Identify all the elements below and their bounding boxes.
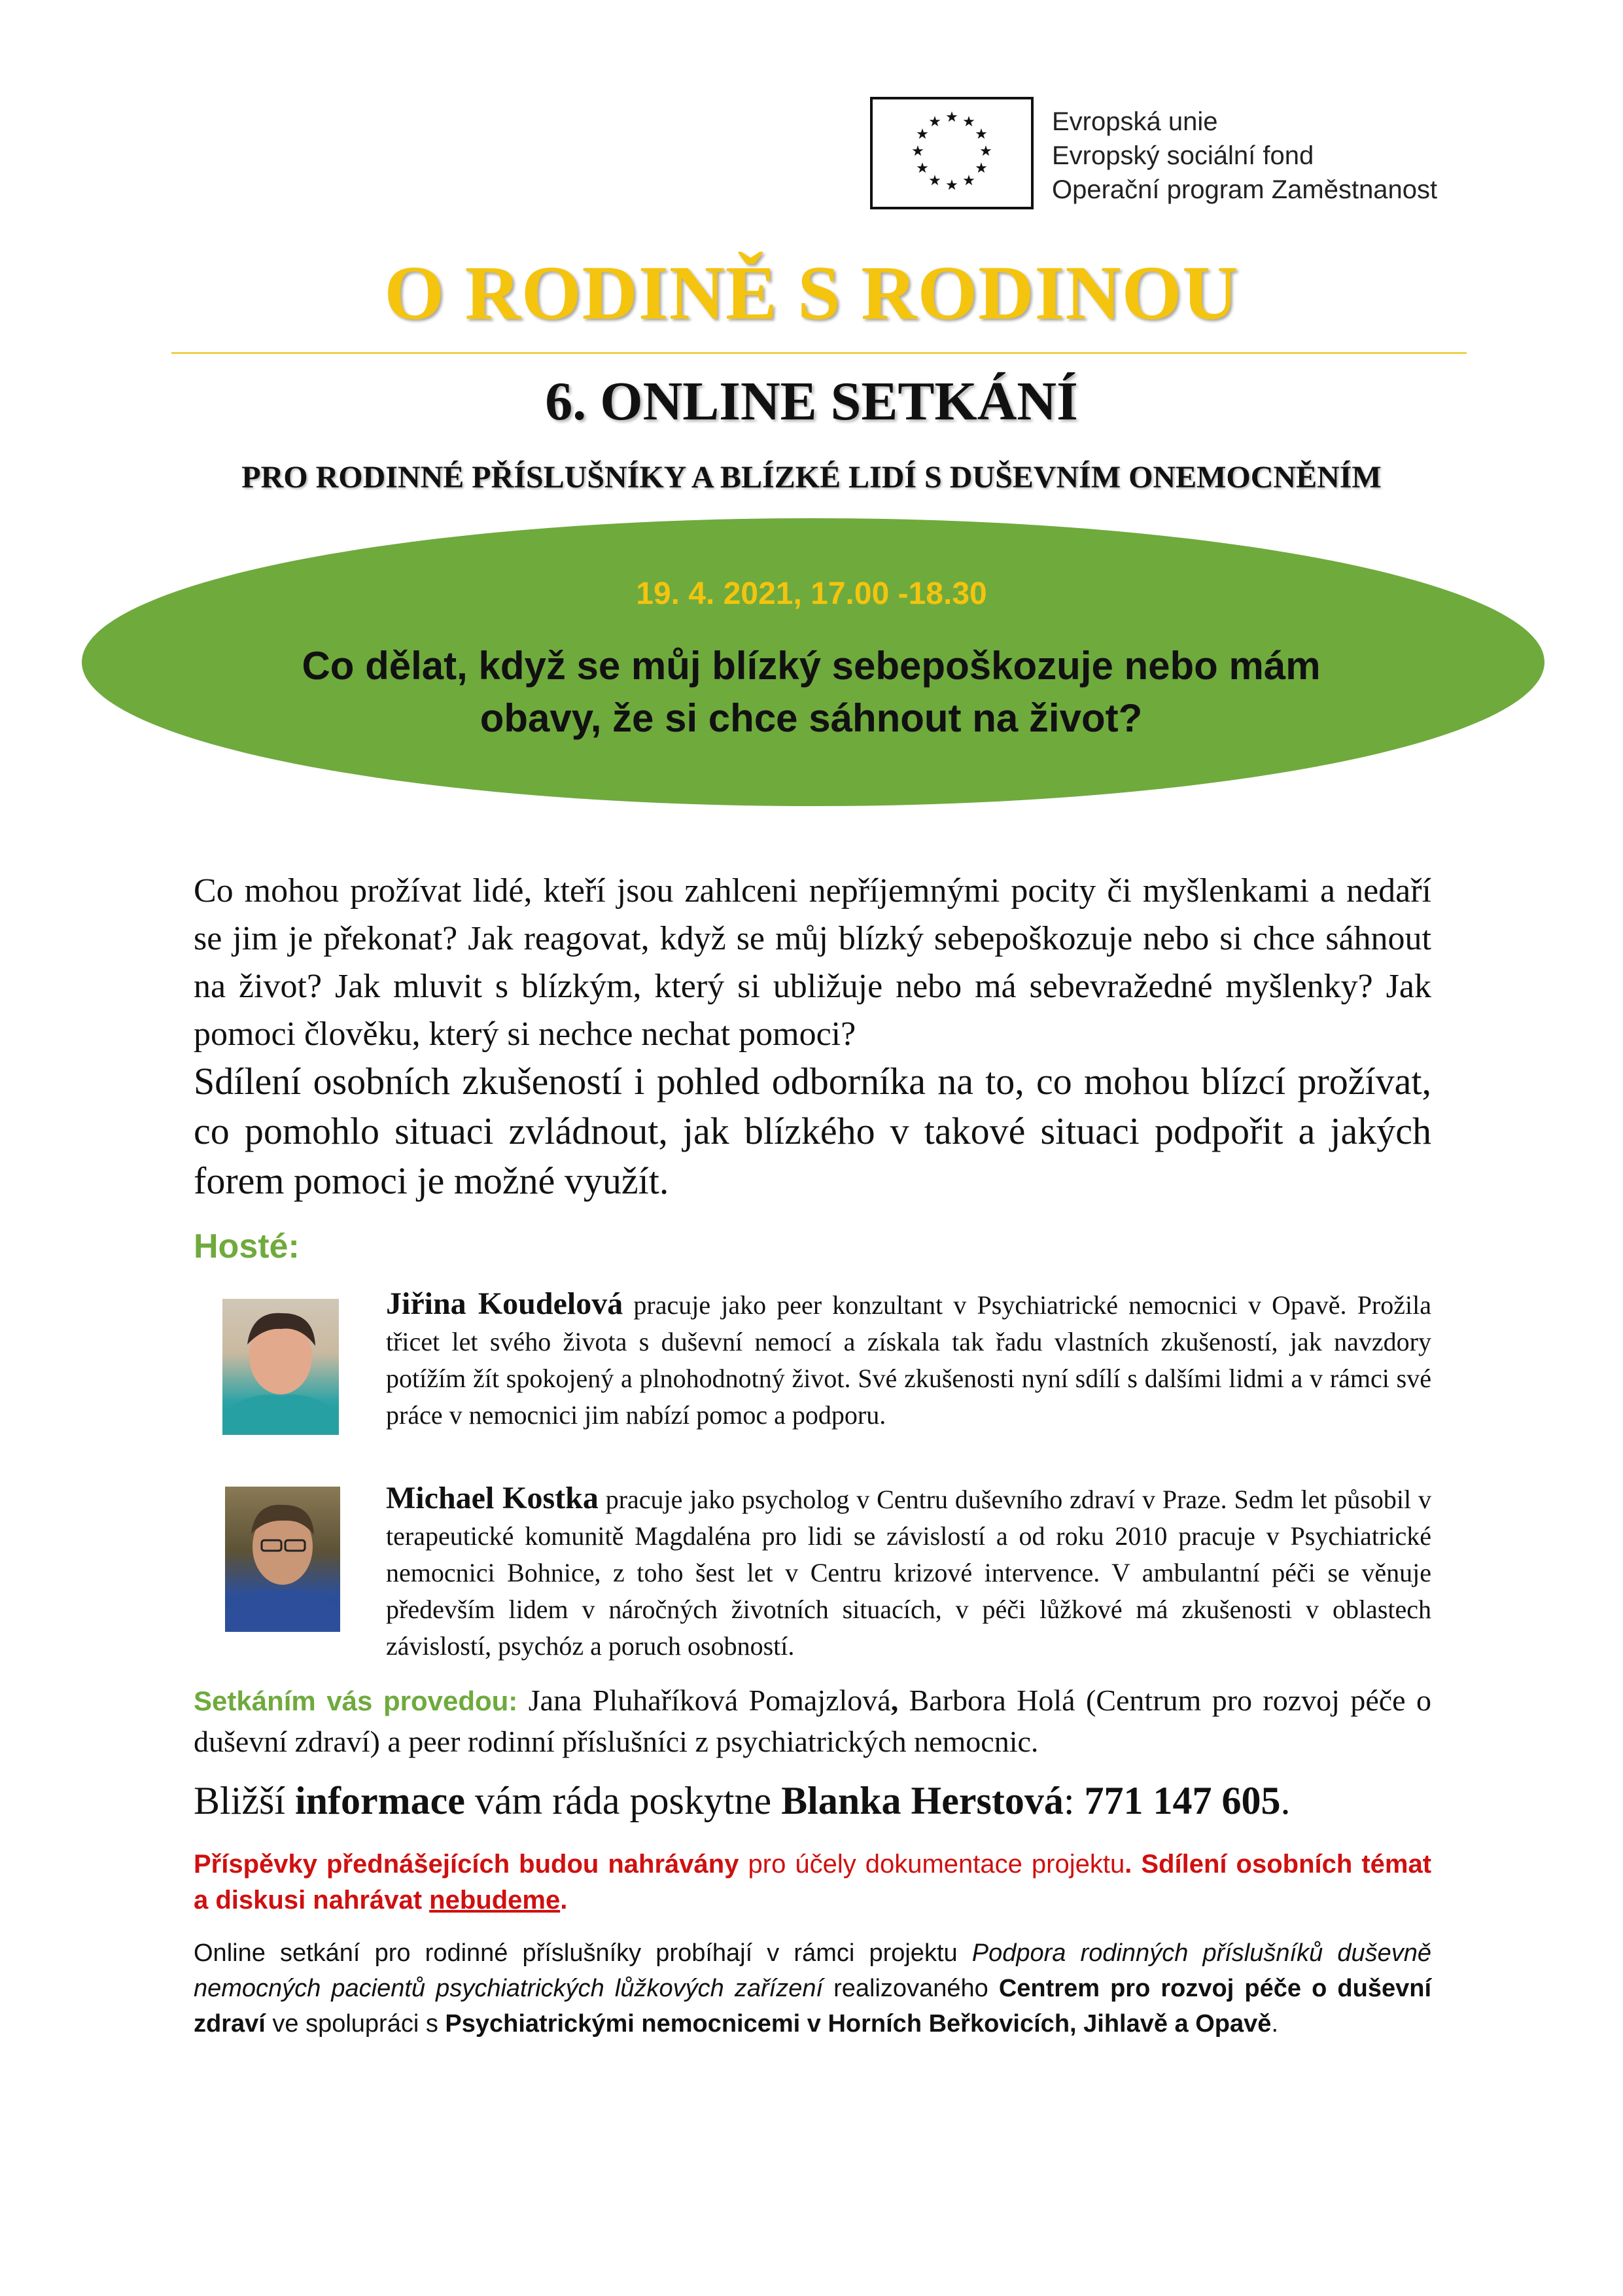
eu-line-3: Operační program Zaměstnanost <box>1052 175 1438 204</box>
recording-bold-2: . Sdílení osobních témat a diskusi nahrávat <box>194 1850 1432 1915</box>
intro-paragraph-2: Sdílení osobních zkušeností i pohled odborníka na to, co mohou blízcí prožívat, co pomohlo situaci zvládnout, jak blízkého v takové situaci podpořit a jakých forem pomoci je možné využít. <box>194 1060 1431 1202</box>
person-icon <box>222 1299 339 1435</box>
project-text-1: Online setkání pro rodinné příslušníky probíhají v rámci projektu <box>194 1939 972 1967</box>
project-organizer: Centrem pro rozvoj péče o duševní zdraví <box>194 1975 1432 2038</box>
guest-bio-2 <box>386 1480 1431 1665</box>
recording-underline: nebudeme <box>429 1886 561 1915</box>
contact-name: Blanka Herstová <box>781 1779 1064 1822</box>
facilitators-text-a: Jana Pluhaříková Pomajzlová <box>517 1684 891 1717</box>
recording-end: . <box>560 1886 568 1915</box>
svg-text:★: ★ <box>975 126 988 143</box>
svg-text:★: ★ <box>945 177 958 194</box>
svg-text:★: ★ <box>911 143 924 160</box>
info-label: informace <box>295 1779 465 1822</box>
recording-bold-1: Příspěvky přednášejících budou nahrávány <box>194 1850 739 1879</box>
facilitators-text-b: Barbora Holá (Centrum pro rozvoj péče o duševní zdraví) a peer rodinní příslušníci z psychiatrických nemocnic. <box>194 1684 1431 1758</box>
guests-heading: Hosté: <box>194 1227 300 1265</box>
contact-info <box>194 1778 1291 1824</box>
guest-name-1: Jiřina Koudelová <box>386 1286 623 1321</box>
facilitators-comma: , <box>890 1684 899 1717</box>
person-icon <box>225 1487 340 1632</box>
project-name: Podpora rodinných příslušníků duševně nemocných pacientů psychiatrických lůžkových zařízení <box>194 1939 1431 2002</box>
guest-bio-text-2: pracuje jako psycholog v Centru duševního zdraví v Praze. Sedm let působil v terapeutické komunitě Magdaléna pro lidi se závislostí a od roku 2010 pracuje v Psychiatrické nemocnici Bohnice, z toho šest let v Centru krizové intervence. V ambulantní péči se věnuje především lidem v náročných životních situacích, v péči lůžkové má zkušenosti v oblastech závislostí, psychóz a poruch osobností. <box>386 1485 1431 1661</box>
guest-name-2: Michael Kostka <box>386 1481 599 1515</box>
event-date: 19. 4. 2021, 17.00 -18.30 <box>636 576 987 611</box>
eu-logo-text <box>1052 105 1437 207</box>
project-note <box>194 1935 1431 2041</box>
project-text-2: realizovaného <box>823 1975 999 2002</box>
facilitators-label: Setkáním vás provedou: <box>194 1686 518 1716</box>
intro-paragraph-1: Co mohou prožívat lidé, kteří jsou zahlceni nepříjemnými pocity či myšlenkami a nedaří se jim je překonat? Jak reagovat, když se můj blízký sebepoškozuje nebo si chce sáhnout na život? Jak mluvit s blízkým, který si ubližuje nebo má sebevražedné myšlenky? Jak pomoci člověku, který si nechce nechat pomoci? <box>194 872 1431 1053</box>
svg-text:★: ★ <box>962 114 975 130</box>
recording-normal: pro účely dokumentace projektu <box>739 1850 1125 1879</box>
svg-text:★: ★ <box>928 173 941 189</box>
svg-text:★: ★ <box>975 160 988 177</box>
page-subtitle: 6. ONLINE SETKÁNÍ <box>545 371 1078 432</box>
event-topic: Co dělat, když se můj blízký sebepoškozuje nebo mám obavy, že si chce sáhnout na život? <box>302 644 1321 740</box>
contact-phone: 771 147 605 <box>1084 1779 1281 1822</box>
eu-flag-box <box>870 97 1034 209</box>
eu-line-1: Evropská unie <box>1052 107 1218 136</box>
svg-text:★: ★ <box>979 143 992 160</box>
guest-bio-1 <box>386 1286 1431 1434</box>
svg-text:★: ★ <box>916 160 929 177</box>
project-text-4: . <box>1271 2010 1278 2038</box>
eu-stars-icon <box>873 99 1031 207</box>
audience-heading: PRO RODINNÉ PŘÍSLUŠNÍKY A BLÍZKÉ LIDÍ S DUŠEVNÍM ONEMOCNĚNÍM <box>241 460 1382 495</box>
svg-text:★: ★ <box>962 173 975 189</box>
guest-photo-2 <box>225 1487 340 1632</box>
recording-notice <box>194 1846 1431 1918</box>
eu-logo <box>870 97 1438 212</box>
svg-text:★: ★ <box>945 109 958 126</box>
info-colon: : <box>1063 1779 1085 1822</box>
page-title: O RODINĚ S RODINOU <box>384 250 1239 336</box>
title-divider <box>171 352 1467 354</box>
svg-text:★: ★ <box>916 126 929 143</box>
info-mid: vám ráda poskytne <box>464 1779 782 1822</box>
facilitators-note <box>194 1680 1431 1762</box>
project-partners: Psychiatrickými nemocnicemi v Horních Beřkovicích, Jihlavě a Opavě <box>445 2010 1272 2038</box>
guest-bio-text-1: pracuje jako peer konzultant v Psychiatrické nemocnici v Opavě. Prožila třicet let svého života s duševní nemocí a získala tak řadu vlastních zkušeností, jak navzdory potížím žít spokojený a plnohodnotný život. Své zkušenosti nyní sdílí s dalšími lidmi a v rámci své práce v nemocnici jim nabízí pomoc a podporu. <box>386 1290 1431 1430</box>
svg-text:★: ★ <box>928 114 941 130</box>
info-end: . <box>1280 1779 1291 1822</box>
eu-line-2: Evropský sociální fond <box>1052 141 1314 170</box>
guest-photo-1 <box>222 1299 339 1435</box>
info-pre: Bližší <box>194 1779 296 1822</box>
project-text-3: ve spolupráci s <box>265 2010 445 2038</box>
